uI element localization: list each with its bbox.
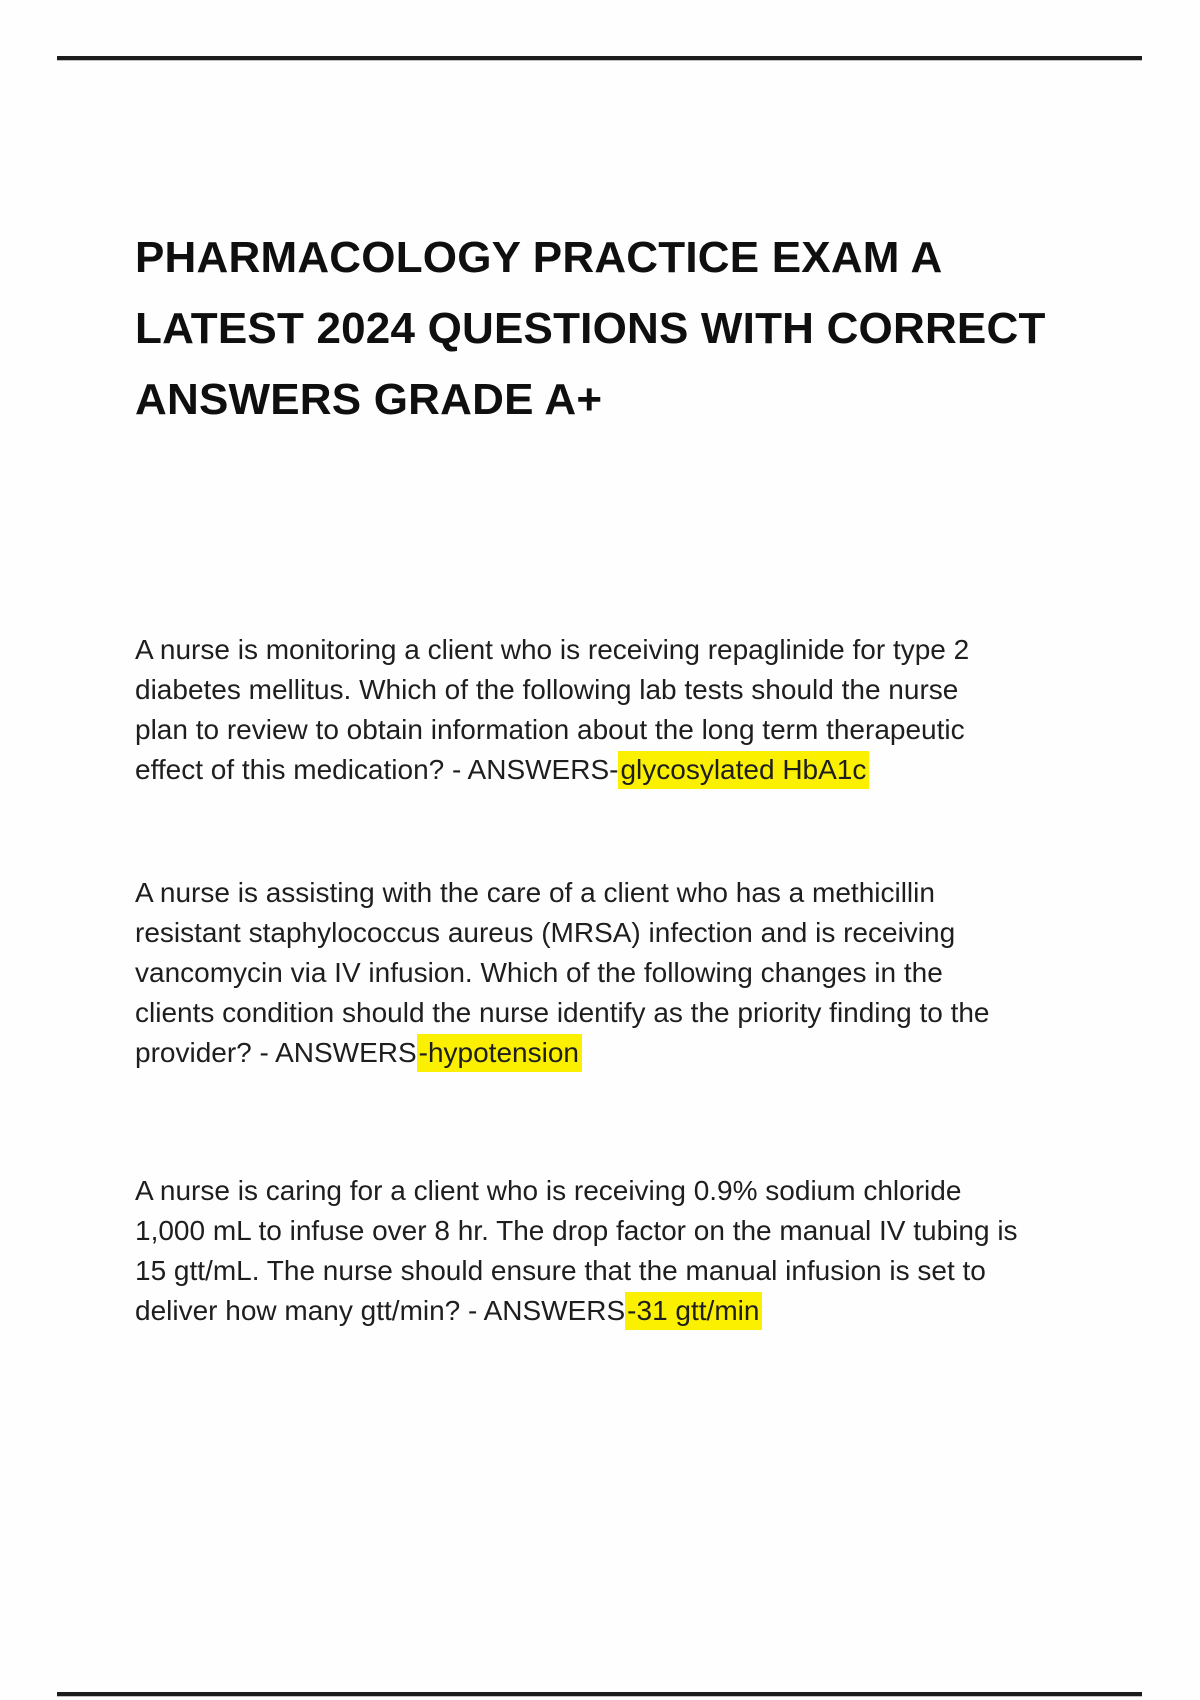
question-text: A nurse is monitoring a client who is receiving repaglinide for type 2 <box>135 634 970 665</box>
answer-highlight: -31 gtt/min <box>625 1292 762 1330</box>
question-line <box>135 953 1125 993</box>
question-line <box>135 1211 1125 1251</box>
header-rule <box>57 56 1142 60</box>
qa-paragraph-3 <box>135 1171 1125 1331</box>
question-text: vancomycin via IV infusion. Which of the following changes in the <box>135 957 943 988</box>
question-line <box>135 1251 1125 1291</box>
answer-line <box>135 1291 1125 1331</box>
question-text: provider? - ANSWERS <box>135 1037 417 1068</box>
question-line <box>135 670 1125 710</box>
question-text: diabetes mellitus. Which of the following lab tests should the nurse <box>135 674 959 705</box>
answer-line <box>135 750 1125 790</box>
qa-paragraph-2 <box>135 873 1125 1073</box>
question-line <box>135 710 1125 750</box>
answer-highlight: -hypotension <box>417 1034 582 1072</box>
question-text: 1,000 mL to infuse over 8 hr. The drop factor on the manual IV tubing is <box>135 1215 1018 1246</box>
question-line <box>135 630 1125 670</box>
footer-rule <box>57 1692 1142 1696</box>
question-line <box>135 913 1125 953</box>
question-line <box>135 993 1125 1033</box>
question-line <box>135 1171 1125 1211</box>
question-text: 15 gtt/mL. The nurse should ensure that the manual infusion is set to <box>135 1255 986 1286</box>
question-text: A nurse is assisting with the care of a client who has a methicillin <box>135 877 935 908</box>
answer-highlight: glycosylated HbA1c <box>618 751 869 789</box>
question-text: effect of this medication? - ANSWERS- <box>135 754 619 785</box>
qa-paragraph-1 <box>135 630 1125 790</box>
question-text: clients condition should the nurse identify as the priority finding to the <box>135 997 990 1028</box>
title-line: PHARMACOLOGY PRACTICE EXAM A <box>135 233 943 282</box>
question-text: plan to review to obtain information about the long term therapeutic <box>135 714 965 745</box>
title-line: LATEST 2024 QUESTIONS WITH CORRECT <box>135 304 1046 353</box>
question-line <box>135 873 1125 913</box>
question-text: deliver how many gtt/min? - ANSWERS <box>135 1295 626 1326</box>
question-text: resistant staphylococcus aureus (MRSA) infection and is receiving <box>135 917 956 948</box>
question-text: A nurse is caring for a client who is receiving 0.9% sodium chloride <box>135 1175 962 1206</box>
document-title <box>135 222 1115 435</box>
title-line: ANSWERS GRADE A+ <box>135 375 603 424</box>
answer-line <box>135 1033 1125 1073</box>
